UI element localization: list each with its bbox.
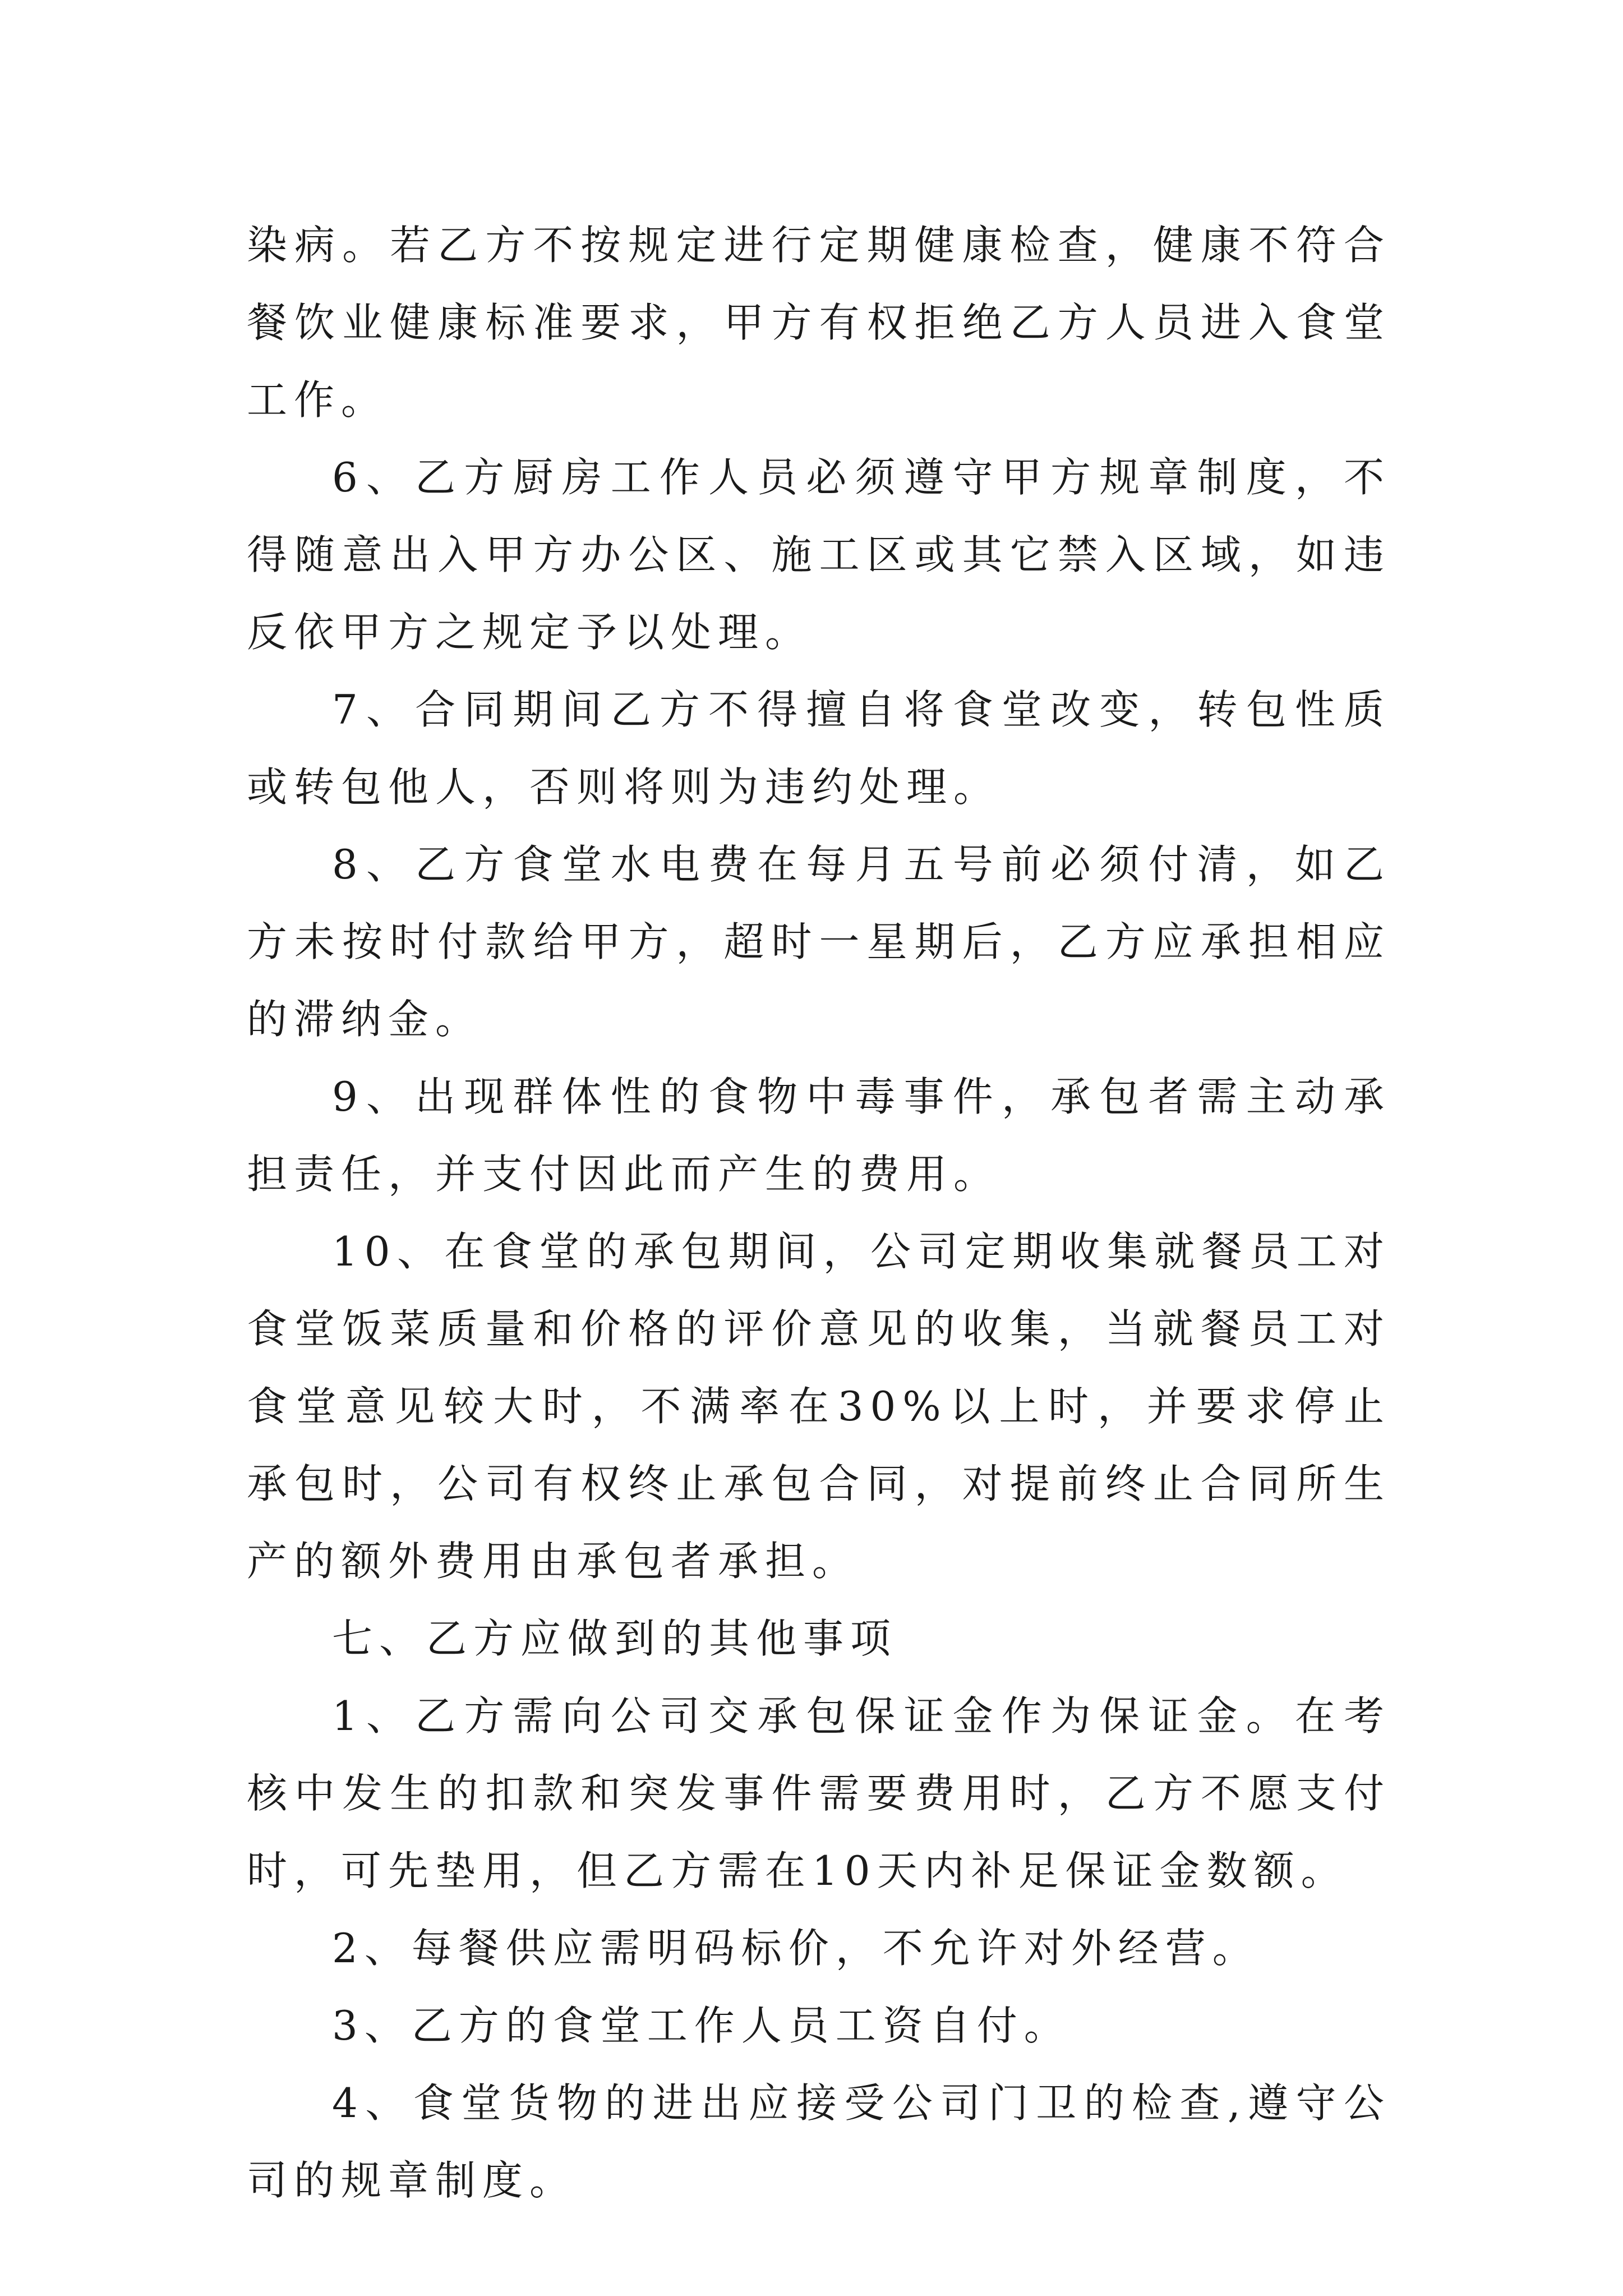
paragraph-item-10: 10、在食堂的承包期间，公司定期收集就餐员工对食堂饭菜质量和价格的评价意见的收集，当就餐员工对食堂意见较大时，不满率在30%以上时，并要求停止承包时，公司有权终止承包合同，对提前终止合同所生产的额外费用由承包者承担。 (247, 1228, 1391, 1585)
paragraph-continued-health-check: 染病。若乙方不按规定进行定期健康检查，健康不符合餐饮业健康标准要求，甲方有权拒绝乙方人员进入食堂工作。 (247, 222, 1391, 424)
paragraph-item-9: 9、出现群体性的食物中毒事件，承包者需主动承担责任，并支付因此而产生的费用。 (247, 1073, 1391, 1198)
paragraph-section7-item-3: 3、乙方的食堂工作人员工资自付。 (332, 2002, 1071, 2049)
paragraph-section7-item-4: 4、食堂货物的进出应接受公司门卫的检查,遵守公司的规章制度。 (247, 2079, 1391, 2204)
paragraph-section7-item-2: 2、每餐供应需明码标价，不允许对外经营。 (332, 1925, 1260, 1972)
document-body (247, 206, 1391, 2219)
paragraph-item-8: 8、乙方食堂水电费在每月五号前必须付清，如乙方未按时付款给甲方，超时一星期后，乙方应承担相应的滞纳金。 (247, 841, 1391, 1043)
paragraph-item-6: 6、乙方厨房工作人员必须遵守甲方规章制度，不得随意出入甲方办公区、施工区或其它禁入区域，如违反依甲方之规定予以处理。 (247, 454, 1391, 656)
section-heading-7: 七、乙方应做到的其他事项 (332, 1615, 898, 1662)
paragraph-section7-item-1: 1、乙方需向公司交承包保证金作为保证金。在考核中发生的扣款和突发事件需要费用时，乙方不愿支付时，可先垫用，但乙方需在10天内补足保证金数额。 (247, 1692, 1391, 1894)
paragraph-item-7: 7、合同期间乙方不得擅自将食堂改变，转包性质或转包他人，否则将则为违约处理。 (247, 686, 1391, 811)
